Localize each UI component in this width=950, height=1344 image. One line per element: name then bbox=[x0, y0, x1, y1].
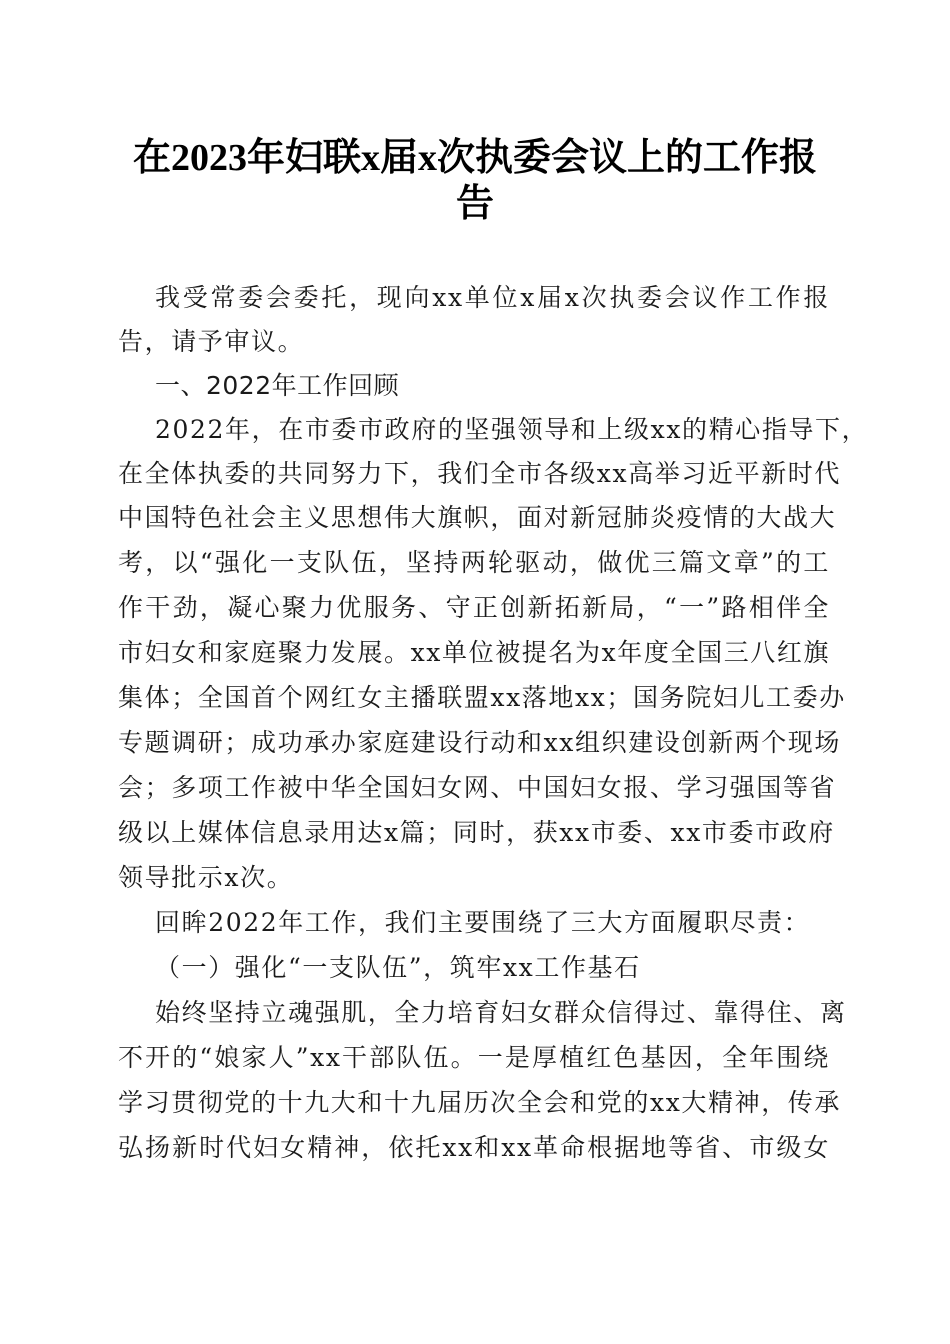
document-title-line-2: 告 bbox=[455, 183, 494, 225]
subsection-heading-1: （一）强化“一支队伍”，筑牢xx工作基石 bbox=[155, 953, 641, 982]
paragraph-line: 回眸2022年工作，我们主要围绕了三大方面履职尽责： bbox=[155, 908, 811, 937]
paragraph-line: 2022年，在市委市政府的坚强领导和上级xx的精心指导下， bbox=[155, 415, 869, 444]
intro-line: 告，请予审议。 bbox=[118, 327, 305, 356]
paragraph-line: 始终坚持立魂强肌，全力培育妇女群众信得过、靠得住、离 bbox=[155, 998, 847, 1027]
paragraph-line: 弘扬新时代妇女精神，依托xx和xx革命根据地等省、市级女 bbox=[118, 1133, 830, 1162]
paragraph-line: 在全体执委的共同努力下，我们全市各级xx高举习近平新时代 bbox=[118, 459, 842, 488]
paragraph-line: 学习贯彻党的十九大和十九届历次全会和党的xx大精神，传承 bbox=[118, 1088, 842, 1117]
paragraph-line: 考，以“强化一支队伍，坚持两轮驱动，做优三篇文章”的工 bbox=[118, 548, 830, 577]
paragraph-line: 市妇女和家庭聚力发展。xx单位被提名为x年度全国三八红旗 bbox=[118, 638, 831, 667]
paragraph-line: 级以上媒体信息录用达x篇；同时，获xx市委、xx市委市政府 bbox=[118, 818, 835, 847]
section-heading-1: 一、2022年工作回顾 bbox=[155, 371, 400, 400]
paragraph-line: 作干劲，凝心聚力优服务、守正创新拓新局，“一”路相伴全 bbox=[118, 593, 830, 622]
document-title-line-1: 在2023年妇联x届x次执委会议上的工作报 bbox=[132, 137, 817, 179]
paragraph-line: 不开的“娘家人”xx干部队伍。一是厚植红色基因，全年围绕 bbox=[118, 1043, 830, 1072]
paragraph-line: 集体；全国首个网红女主播联盟xx落地xx；国务院妇儿工委办 bbox=[118, 683, 846, 712]
intro-line: 我受常委会委托，现向xx单位x届x次执委会议作工作报 bbox=[155, 283, 830, 312]
paragraph-line: 中国特色社会主义思想伟大旗帜，面对新冠肺炎疫情的大战大 bbox=[118, 503, 837, 532]
paragraph-line: 专题调研；成功承办家庭建设行动和xx组织建设创新两个现场 bbox=[118, 728, 842, 757]
paragraph-line: 领导批示x次。 bbox=[118, 863, 294, 892]
paragraph-line: 会；多项工作被中华全国妇女网、中国妇女报、学习强国等省 bbox=[118, 773, 837, 802]
